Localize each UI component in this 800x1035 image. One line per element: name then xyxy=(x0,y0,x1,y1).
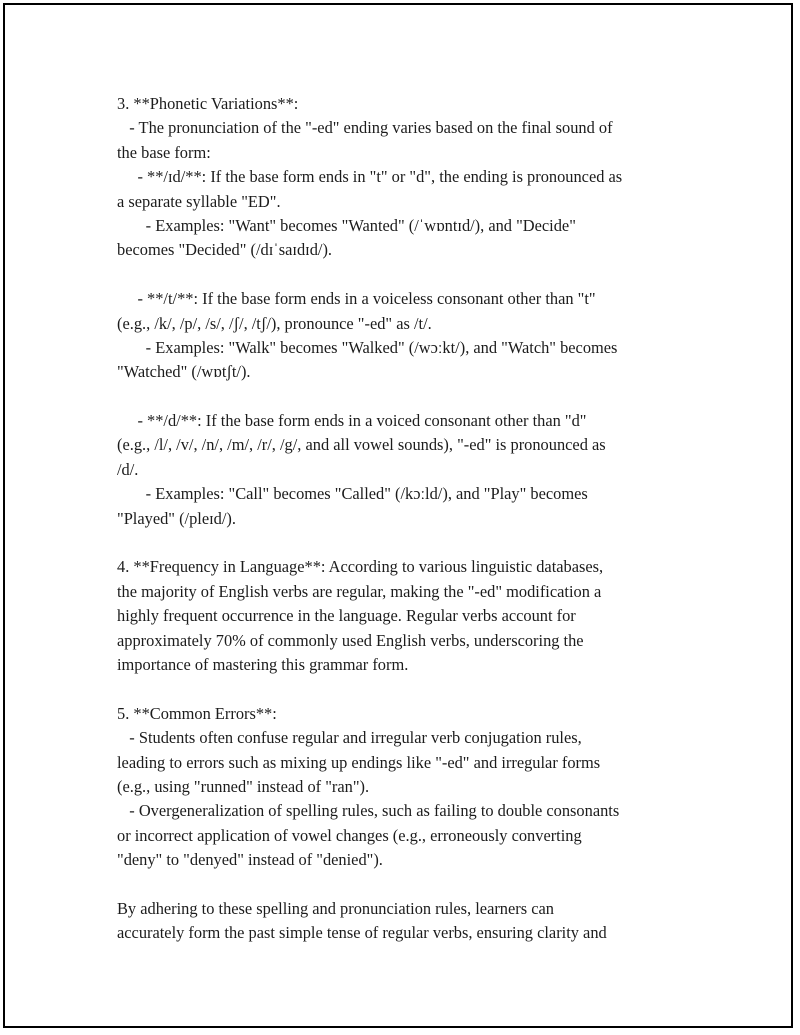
heading-common-errors: 5. **Common Errors**: xyxy=(117,703,277,723)
text-line: becomes "Decided" (/dɪˈsaɪdɪd/). xyxy=(117,240,333,260)
text-line: - Examples: "Want" becomes "Wanted" (/ˈwɒntɪd/), and "Decide" xyxy=(117,215,576,235)
text-line: /d/. xyxy=(117,459,139,479)
heading-frequency-in-language: 4. **Frequency in Language**: According to various linguistic databases, xyxy=(117,557,604,577)
text-line: the majority of English verbs are regular, making the "-ed" modification a xyxy=(117,581,602,601)
heading-phonetic-variations: 3. **Phonetic Variations**: xyxy=(117,94,299,113)
text-line: - **/d/**: If the base form ends in a voiced consonant other than "d" xyxy=(117,411,587,431)
blank-line xyxy=(117,677,717,701)
text-line: "Played" (/pleɪd/). xyxy=(117,508,236,528)
text-line: - Students often confuse regular and irregular verb conjugation rules, xyxy=(117,728,582,748)
text-line: or incorrect application of vowel changes (e.g., erroneously converting xyxy=(117,825,582,845)
blank-line xyxy=(117,263,717,287)
blank-line xyxy=(117,873,717,897)
text-line: - Examples: "Walk" becomes "Walked" (/wɔːkt/), and "Watch" becomes xyxy=(117,337,618,357)
text-line: - **/t/**: If the base form ends in a voiceless consonant other than "t" xyxy=(117,289,596,309)
text-line: - The pronunciation of the "-ed" ending varies based on the final sound of xyxy=(117,118,613,138)
text-line: approximately 70% of commonly used English verbs, underscoring the xyxy=(117,630,584,650)
text-line: the base form: xyxy=(117,142,211,162)
text-line: highly frequent occurrence in the language. Regular verbs account for xyxy=(117,606,576,626)
closing-paragraph-line: By adhering to these spelling and pronunciation rules, learners can xyxy=(117,898,554,918)
text-line: - Examples: "Call" becomes "Called" (/kɔːld/), and "Play" becomes xyxy=(117,484,588,504)
text-line: leading to errors such as mixing up endings like "-ed" and irregular forms xyxy=(117,752,601,772)
text-line: (e.g., /l/, /v/, /n/, /m/, /r/, /g/, and all vowel sounds), "-ed" is pronounced as xyxy=(117,435,606,455)
blank-line xyxy=(117,531,717,555)
text-line: "Watched" (/wɒtʃt/). xyxy=(117,362,251,382)
text-line: - Overgeneralization of spelling rules, such as failing to double consonants xyxy=(117,801,620,821)
text-line: a separate syllable "ED". xyxy=(117,191,281,211)
closing-paragraph-line: accurately form the past simple tense of regular verbs, ensuring clarity and xyxy=(117,923,607,943)
text-line: importance of mastering this grammar form. xyxy=(117,654,409,674)
text-line: - **/ɪd/**: If the base form ends in "t" or "d", the ending is pronounced as xyxy=(117,167,623,187)
text-line: (e.g., /k/, /p/, /s/, /ʃ/, /tʃ/), pronounce "-ed" as /t/. xyxy=(117,313,432,333)
blank-line xyxy=(117,385,717,409)
text-line: (e.g., using "runned" instead of "ran"). xyxy=(117,776,370,796)
document-body xyxy=(117,92,717,946)
text-line: "deny" to "denyed" instead of "denied"). xyxy=(117,850,383,870)
